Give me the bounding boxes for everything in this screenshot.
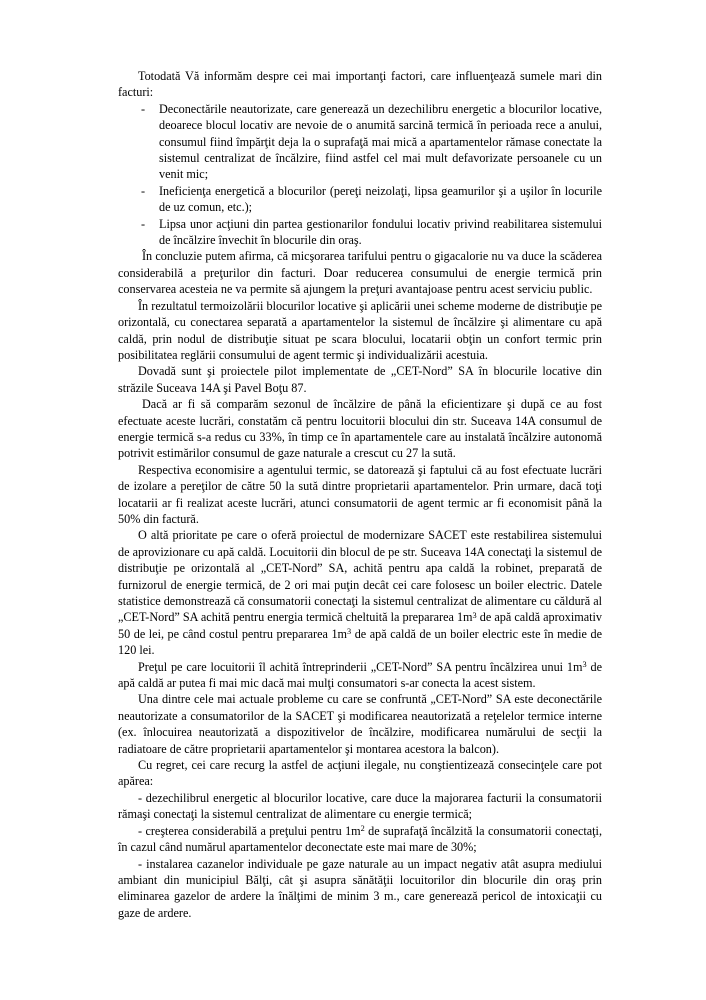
list-bullet: - [141,183,146,198]
paragraph-hot-water [118,527,602,658]
text-segment: - creşterea considerabilă a preţului pentru 1m [138,823,361,838]
list-item-factor [118,183,602,216]
list-item-text: Ineficienţa energetică a blocurilor (pereţi neizolaţi, lipsa geamurilor şi a uşilor în locurile de uz comun, etc.); [159,183,602,215]
document-body [118,68,602,921]
text-segment: O altă prioritate pe care o oferă proiectul de modernizare SACET este restabilirea sistemului de aprovizionare cu apă caldă. Locuitorii din blocul de pe str. Suceava 14A conectaţi la sistemul de distribuţie pe orizontală al „CET-Nord” SA, achită pentru apa caldă la robinet, preparată de furnizorul de energie termică, de 2 ori mai puţin decât cei care folosesc un boiler electric. Datele statistice demonstrează că consumatorii conectaţi la sistemul centralizat de alimentare cu căldură al „CET-Nord” SA achită pentru energia termică cheltuită la prepararea 1m [118,528,602,625]
superscript-exponent: 3 [582,659,587,669]
list-item-text: Deconectările neautorizate, care generează un dezechilibru energetic a blocurilor locative, deoarece blocul locativ are nevoie de o anumită sarcină termică în perioada rece a anului, consumul fiind împărţit deja la o suprafaţă mai mică a apartamentelor rămase conectate la sistemul centralizat de încălzire, fiind astfel cel mai mult defavorizate persoanele cu un venit mic; [159,101,602,182]
text-segment: de suprafaţă încălzită la consumatorii conectaţi, în cazul când numărul apartamentelor deconectate este mai mare de 30%; [118,823,602,855]
paragraph-intro: Totodată Vă informăm despre cei mai importanţi factori, care influenţează sumele mari din facturi: [118,69,602,100]
text-segment: de apă caldă de un boiler electric este în medie de 120 lei. [118,626,602,658]
paragraph-pilot-projects: Dovadă sunt şi proiectele pilot implementate de „CET-Nord” SA în blocurile locative din străzile Suceava 14A şi Pavel Boţu 87. [118,364,602,395]
list-item-factor [118,216,602,249]
list-item-factor [118,101,602,183]
paragraph-price [118,659,602,692]
consequence-item: - instalarea cazanelor individuale pe gaze naturale au un impact negativ atât asupra mediului ambiant din municipiul Bălţi, cât şi asupra sănătăţii locuitorilor din blocurile din oraş prin eliminarea gazelor de ardere la înălţimi de minim 3 m., care generează pericol de intoxicaţii cu gaze de ardere. [118,856,602,920]
superscript-exponent: 2 [360,823,365,833]
text-segment: de apă caldă ar putea fi mai mic dacă mai mulţi consumatori s-ar conecta la acest sistem. [118,659,602,691]
list-bullet: - [141,216,146,231]
paragraph-thermal-insulation: În rezultatul termoizolării blocurilor locative şi aplicării unei scheme moderne de distribuţie pe orizontală, cu conectarea separată a apartamentelor la sistemul de încălzire şi alimentare cu apă caldă, prin nodul de distribuţie situat pe scara blocului, locatarii obţin un confort termic prin posibilitatea reglării consumului de agent termic şi individualizării acestuia. [118,298,602,362]
superscript-exponent: 3 [472,610,477,620]
paragraph-conclusion: În concluzie putem afirma, că micşorarea tarifului pentru o gigacalorie nu va duce la scăderea considerabilă a preţurilor din facturi. Doar reducerea consumului de energie termică prin conservarea acesteia ne va permite să ajungem la preţuri avantajoase pentru acest serviciu public. [118,249,602,297]
list-bullet: - [141,101,146,116]
consequence-item [118,823,602,856]
paragraph-disconnections: Una dintre cele mai actuale probleme cu care se confruntă „CET-Nord” SA este deconectările neautorizate a consumatorilor de la SACET şi modificarea neautorizată a reţelelor termice interne (ex. înlocuirea neautorizată a dispozitivelor de încălzire, modificarea numărului de secţii la radiatoare de către proprietarii apartamentelor şi montarea acestora la balcon). [118,692,602,756]
paragraph-savings: Respectiva economisire a agentului termic, se datorează şi faptului că au fost efectuate lucrări de izolare a pereţilor de către 50 la sută dintre proprietarii apartamentelor. Prin urmare, dacă toţi locatarii ar fi realizat aceste lucrări, atunci consumatorii de agent termic ar fi economisit până la 50% din factură. [118,462,602,526]
consequence-item: - dezechilibrul energetic al blocurilor locative, care duce la majorarea facturii la consumatorii rămaşi conectaţi la sistemul centralizat de alimentare cu energie termică; [118,790,602,822]
superscript-exponent: 3 [347,627,352,637]
paragraph-comparison: Dacă ar fi să comparăm sezonul de încălzire de până la eficientizare şi după ce au fost efectuate aceste lucrări, constatăm că pentru locuitorii blocului din str. Suceava 14A consumul de energie termică s-a redus cu 33%, în timp ce în apartamentele care au instalată încălzire autonomă potrivit estimărilor consumul de gaze naturale a crescut cu 27 la sută. [118,397,602,461]
list-item-text: Lipsa unor acţiuni din partea gestionarilor fondului locativ privind reabilitarea sistemului de încălzire învechit în blocurile din oraş. [159,216,602,248]
paragraph-consequences-intro: Cu regret, cei care recurg la astfel de acţiuni ilegale, nu conştientizează consecinţele care pot apărea: [118,758,602,789]
text-segment: de apă caldă aproximativ 50 de lei, pe când costul pentru prepararea 1m [118,610,602,641]
text-segment: Preţul pe care locuitorii îl achită întreprinderii „CET-Nord” SA pentru încălzirea unui 1m [138,659,583,674]
